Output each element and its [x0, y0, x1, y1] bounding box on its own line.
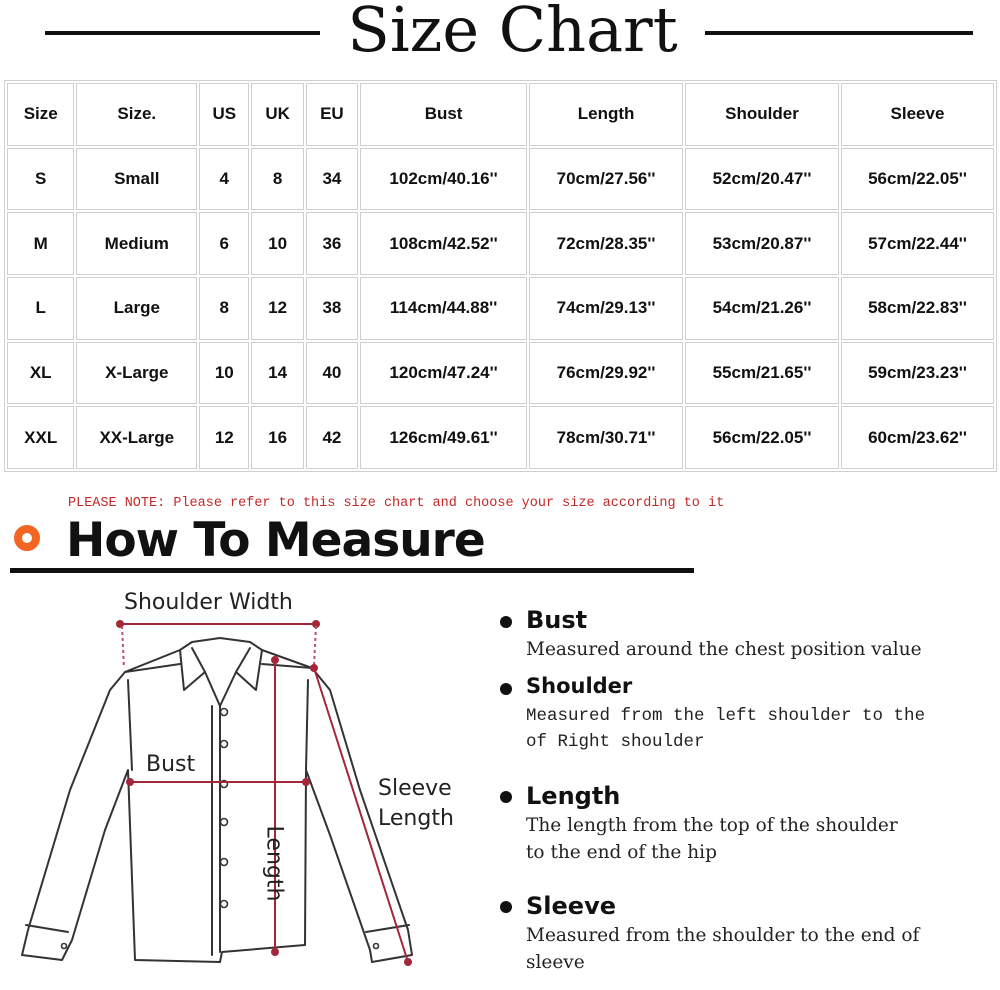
- table-cell: 10: [199, 342, 249, 405]
- table-row: [7, 406, 994, 469]
- table-cell: 76cm/29.92'': [529, 342, 683, 405]
- table-cell: 8: [199, 277, 249, 340]
- shirt-collar-inner: [192, 648, 250, 672]
- table-cell: 78cm/30.71'': [529, 406, 683, 469]
- table-header-cell: Bust: [360, 83, 527, 146]
- table-cell: 53cm/20.87'': [685, 212, 839, 275]
- table-cell: 58cm/22.83'': [841, 277, 994, 340]
- table-cell: 55cm/21.65'': [685, 342, 839, 405]
- table-cell: 42: [306, 406, 358, 469]
- shirt-yoke: [125, 664, 312, 672]
- shoulder-drop-right: [314, 626, 316, 666]
- table-cell: X-Large: [76, 342, 197, 405]
- size-note: PLEASE NOTE: Please refer to this size chart and choose your size according to it: [68, 496, 725, 511]
- bullet-dot-icon: [500, 616, 512, 628]
- table-cell: 12: [251, 277, 303, 340]
- table-cell: 56cm/22.05'': [685, 406, 839, 469]
- size-table: [4, 80, 997, 472]
- table-cell: 120cm/47.24'': [360, 342, 527, 405]
- table-cell: 16: [251, 406, 303, 469]
- table-cell: 6: [199, 212, 249, 275]
- table-header-cell: US: [199, 83, 249, 146]
- table-cell: Small: [76, 148, 197, 211]
- bullet-dot-icon: [500, 901, 512, 913]
- button: [221, 819, 228, 826]
- table-cell: 12: [199, 406, 249, 469]
- page-title: Size Chart: [347, 0, 678, 66]
- orange-circle-icon: [14, 525, 40, 551]
- table-cell: 102cm/40.16'': [360, 148, 527, 211]
- table-header-row: [7, 83, 994, 146]
- table-cell: 57cm/22.44'': [841, 212, 994, 275]
- length-label: Length: [261, 825, 287, 902]
- bullet-dot-icon: [500, 791, 512, 803]
- table-cell: 126cm/49.61'': [360, 406, 527, 469]
- table-cell: 40: [306, 342, 358, 405]
- title-bar: [0, 0, 1000, 70]
- table-row: [7, 342, 994, 405]
- table-header-cell: Size: [7, 83, 74, 146]
- table-cell: 14: [251, 342, 303, 405]
- table-cell: 52cm/20.47'': [685, 148, 839, 211]
- table-cell: XL: [7, 342, 74, 405]
- measure-rule: [10, 568, 694, 573]
- table-row: [7, 212, 994, 275]
- measure-title: How To Measure: [66, 513, 485, 568]
- button: [62, 944, 67, 949]
- table-cell: M: [7, 212, 74, 275]
- shirt-cuff-left: [26, 925, 68, 932]
- shirt-cuff-right: [366, 925, 409, 932]
- button: [221, 709, 228, 716]
- bullet-heading: Bust: [526, 606, 588, 634]
- measure-header: [10, 512, 700, 574]
- table-header-cell: Sleeve: [841, 83, 994, 146]
- table-cell: 8: [251, 148, 303, 211]
- bullet-description: The length from the top of the shoulder to the end of the hip: [526, 815, 898, 863]
- table-cell: 108cm/42.52'': [360, 212, 527, 275]
- button: [221, 859, 228, 866]
- table-cell: 70cm/27.56'': [529, 148, 683, 211]
- bullet-description: Measured from the left shoulder to the of Right shoulder: [526, 706, 926, 752]
- bullet-description: Measured around the chest position value: [526, 639, 922, 660]
- sleeve-length-label: Length: [378, 806, 454, 831]
- table-cell: 60cm/23.62'': [841, 406, 994, 469]
- table-cell: 10: [251, 212, 303, 275]
- table-cell: 38: [306, 277, 358, 340]
- shoulder-drop-left: [122, 626, 124, 668]
- table-cell: 56cm/22.05'': [841, 148, 994, 211]
- table-cell: 54cm/21.26'': [685, 277, 839, 340]
- shoulder-width-label: Shoulder Width: [124, 590, 293, 615]
- bullet-description: Measured from the shoulder to the end of sleeve: [526, 925, 920, 973]
- bust-label: Bust: [146, 752, 196, 777]
- table-header-cell: EU: [306, 83, 358, 146]
- table-cell: 4: [199, 148, 249, 211]
- table-cell: Large: [76, 277, 197, 340]
- table-cell: XX-Large: [76, 406, 197, 469]
- table-cell: 36: [306, 212, 358, 275]
- table-cell: Medium: [76, 212, 197, 275]
- button: [221, 901, 228, 908]
- sleeve-label: Sleeve: [378, 776, 452, 801]
- title-rule-left: [45, 31, 320, 35]
- button: [374, 944, 379, 949]
- table-cell: L: [7, 277, 74, 340]
- bullet-heading: Length: [526, 782, 621, 810]
- table-header-cell: Shoulder: [685, 83, 839, 146]
- table-cell: 59cm/23.23'': [841, 342, 994, 405]
- table-cell: S: [7, 148, 74, 211]
- table-row: [7, 148, 994, 211]
- shirt-placket: [212, 706, 220, 955]
- table-cell: 72cm/28.35'': [529, 212, 683, 275]
- table-cell: XXL: [7, 406, 74, 469]
- button: [221, 741, 228, 748]
- table-header-cell: Length: [529, 83, 683, 146]
- bullet-dot-icon: [500, 683, 512, 695]
- title-rule-right: [705, 31, 973, 35]
- table-header-cell: Size.: [76, 83, 197, 146]
- bullet-heading: Shoulder: [526, 674, 633, 698]
- table-cell: 34: [306, 148, 358, 211]
- table-row: [7, 277, 994, 340]
- table-cell: 74cm/29.13'': [529, 277, 683, 340]
- table-cell: 114cm/44.88'': [360, 277, 527, 340]
- bullet-heading: Sleeve: [526, 892, 616, 920]
- table-header-cell: UK: [251, 83, 303, 146]
